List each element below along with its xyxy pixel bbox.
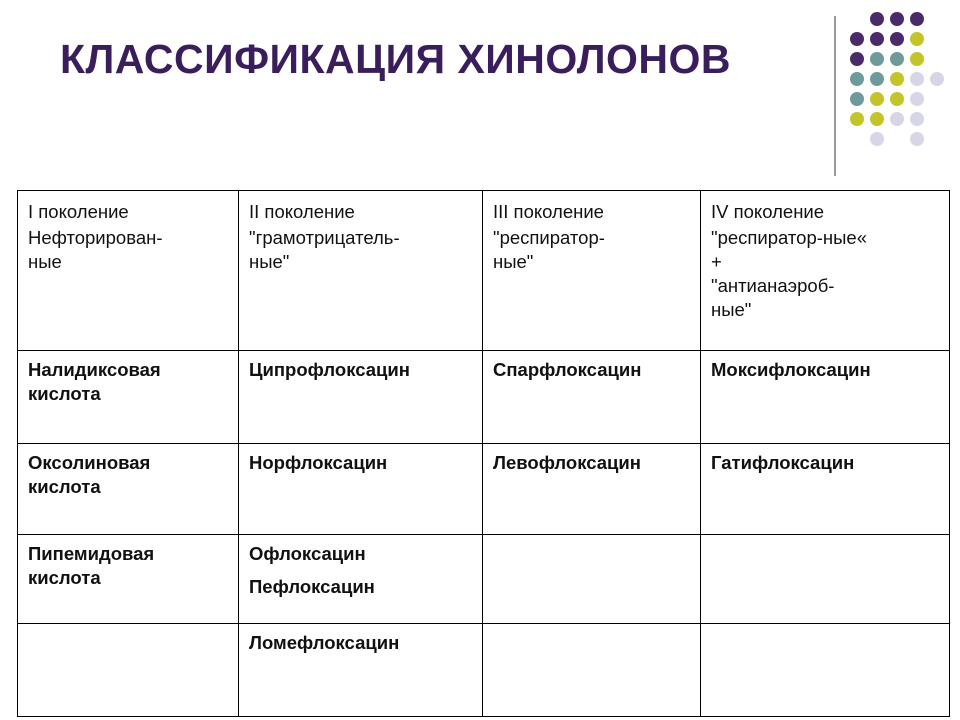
generation-description: "грамотрицатель- ные"	[249, 227, 400, 272]
table-row	[18, 351, 950, 444]
drug-name: Оксолиновая кислота	[28, 452, 151, 497]
table-cell	[18, 444, 239, 535]
table-cell	[239, 624, 483, 717]
drug-name: Ломефлоксацин	[249, 632, 400, 653]
drug-name: Ципрофлоксацин	[249, 359, 410, 380]
drug-name: Левофлоксацин	[493, 452, 641, 473]
table-cell	[239, 351, 483, 444]
decorative-dot	[850, 52, 864, 66]
decorative-dot	[890, 52, 904, 66]
decorative-dot	[850, 112, 864, 126]
drug-name: Офлоксацин	[249, 543, 366, 564]
decorative-dot	[890, 32, 904, 46]
table-cell-empty	[701, 624, 950, 717]
decorative-dot	[910, 32, 924, 46]
decorative-dot	[910, 72, 924, 86]
decorative-dot	[850, 92, 864, 106]
classification-table-container	[17, 190, 949, 716]
decorative-dot	[870, 52, 884, 66]
table-cell	[18, 351, 239, 444]
decorative-dot	[890, 12, 904, 26]
generation-label: I поколение	[28, 201, 129, 222]
drug-name: Пефлоксацин	[249, 576, 375, 597]
table-cell	[483, 351, 701, 444]
drug-name: Норфлоксацин	[249, 452, 388, 473]
decorative-dot	[910, 132, 924, 146]
table-cell	[483, 444, 701, 535]
table-row	[18, 535, 950, 624]
generation-label: II поколение	[249, 201, 355, 222]
generation-label: III поколение	[493, 201, 604, 222]
decorative-dot	[890, 72, 904, 86]
table-cell	[701, 444, 950, 535]
quinolone-classification-table	[17, 190, 950, 717]
table-row	[18, 444, 950, 535]
drug-name: Спарфлоксацин	[493, 359, 642, 380]
header-cell-generation-3	[483, 191, 701, 351]
header-cell-generation-2	[239, 191, 483, 351]
decorative-dot	[850, 72, 864, 86]
table-cell-empty	[483, 535, 701, 624]
drug-name: Пипемидовая кислота	[28, 543, 155, 588]
decorative-dot	[870, 92, 884, 106]
drug-name: Гатифлоксацин	[711, 452, 855, 473]
table-row	[18, 624, 950, 717]
generation-description: Нефторирован- ные	[28, 227, 163, 272]
table-cell	[18, 535, 239, 624]
table-cell	[701, 351, 950, 444]
header-cell-generation-4	[701, 191, 950, 351]
header-cell-generation-1	[18, 191, 239, 351]
decorative-dot	[910, 12, 924, 26]
drug-name: Моксифлоксацин	[711, 359, 871, 380]
table-cell	[239, 444, 483, 535]
generation-label: IV поколение	[711, 201, 825, 222]
table-cell-empty	[701, 535, 950, 624]
slide-title: КЛАССИФИКАЦИЯ ХИНОЛОНОВ	[60, 36, 732, 82]
table-cell-empty	[18, 624, 239, 717]
table-cell	[239, 535, 483, 624]
decorative-dot-grid	[850, 12, 950, 162]
decorative-dot	[910, 92, 924, 106]
decorative-dot	[870, 12, 884, 26]
table-cell-empty	[483, 624, 701, 717]
decorative-dot	[870, 112, 884, 126]
decorative-dot	[870, 72, 884, 86]
decorative-dot	[930, 72, 944, 86]
generation-description: "респиратор-ные« + "антианаэроб- ные"	[711, 227, 868, 320]
generation-header-row	[18, 191, 950, 351]
decorative-dot	[870, 32, 884, 46]
decorative-dot	[870, 132, 884, 146]
decorative-dot	[850, 32, 864, 46]
decorative-dot	[890, 92, 904, 106]
decorative-dot	[890, 112, 904, 126]
decorative-dot	[910, 112, 924, 126]
drug-name: Налидиксовая кислота	[28, 359, 161, 404]
vertical-divider-line	[834, 16, 836, 176]
decorative-dot	[910, 52, 924, 66]
generation-description: "респиратор- ные"	[493, 227, 605, 272]
